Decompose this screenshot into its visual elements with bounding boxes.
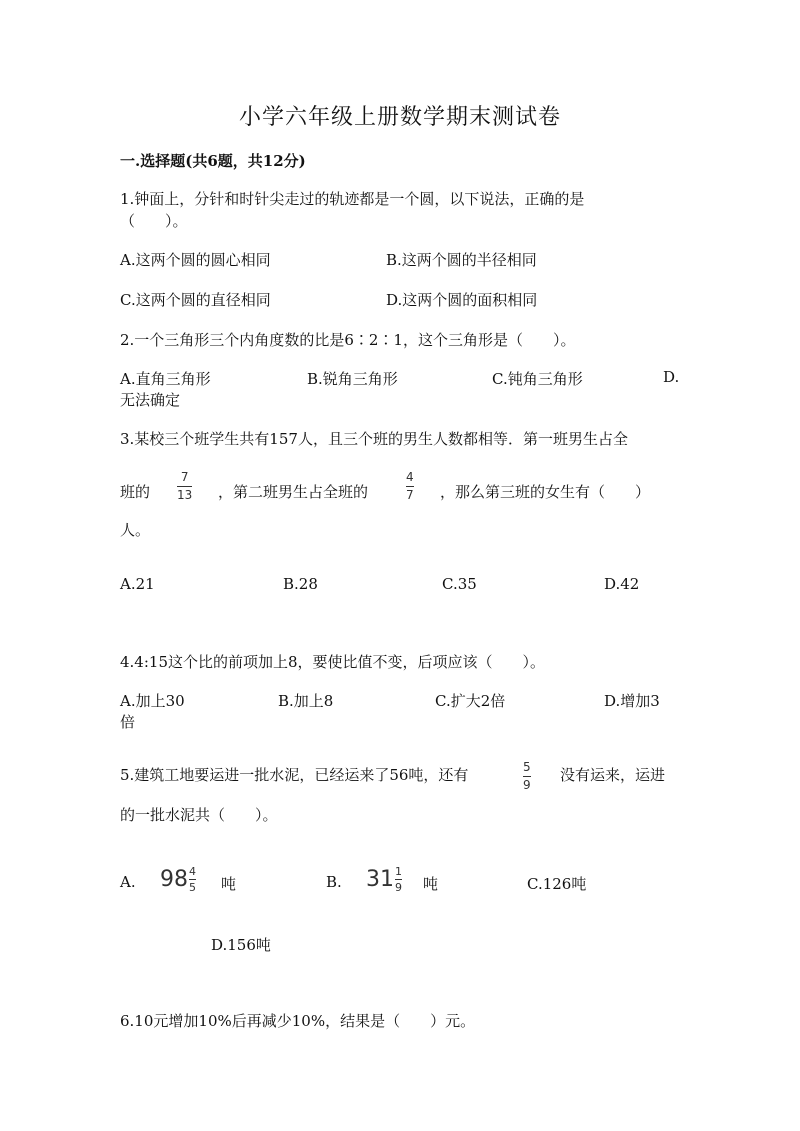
fraction-7-13 (177, 471, 192, 502)
denominator: 9 (523, 778, 531, 792)
option-a: A.21 (120, 575, 155, 593)
option-d: D.42 (604, 575, 640, 593)
fraction-bar (189, 879, 196, 880)
option-c: C.126吨 (527, 875, 587, 893)
question-6-stem: 6.10元增加10%后再减少10%，结果是（ ）元。 (120, 1012, 476, 1030)
option-b: B.锐角三角形 (307, 370, 398, 388)
question-3-text: 人。 (120, 521, 151, 539)
option-d: D.增加3 (604, 692, 660, 710)
denominator: 7 (406, 488, 414, 502)
question-5-stem: 5.建筑工地要运进一批水泥，已经运来了56吨，还有 (120, 766, 469, 784)
option-d: D.这两个圆的面积相同 (386, 291, 538, 309)
question-1-stem: 1.钟面上，分针和时针尖走过的轨迹都是一个圆，以下说法，正确的是 (120, 190, 585, 208)
page-title: 小学六年级上册数学期末测试卷 (238, 105, 561, 130)
numerator: 5 (523, 760, 531, 774)
numerator: 1 (395, 865, 402, 878)
option-a: A.加上30 (120, 692, 185, 710)
fraction-4-7 (406, 471, 414, 502)
question-2-stem: 2.一个三角形三个内角度数的比是6∶2∶1，这个三角形是（ ）。 (120, 331, 576, 349)
question-5-text: 的一批水泥共（ ）。 (120, 806, 278, 824)
option-a-label: A. (120, 873, 136, 891)
fraction-bar (177, 486, 192, 487)
option-d: D.156吨 (211, 936, 271, 954)
option-d-label: D. (663, 368, 680, 386)
option-b: B.28 (283, 575, 318, 593)
denominator: 5 (189, 881, 196, 894)
fraction-bar (406, 486, 414, 487)
fraction-part (395, 866, 402, 893)
question-4-stem: 4.4:15这个比的前项加上8，要使比值不变，后项应该（ ）。 (120, 653, 546, 671)
numerator: 4 (406, 470, 414, 484)
question-3-text: ，第二班男生占全班的 (218, 483, 369, 501)
option-a: A.直角三角形 (120, 370, 211, 388)
fraction-bar (523, 776, 531, 777)
whole-part: 98 (160, 867, 188, 892)
question-1-blank: （ ）。 (120, 212, 188, 230)
option-d-text: 无法确定 (120, 391, 181, 409)
question-5-text: 没有运来，运进 (560, 766, 666, 784)
mixed-number-98-4-5 (160, 866, 196, 893)
option-c: C.35 (442, 575, 477, 593)
option-a-continued: 倍 (120, 713, 136, 731)
question-3-stem: 3.某校三个班学生共有157人，且三个班的男生人数都相等．第一班男生占全 (120, 430, 628, 448)
denominator: 9 (395, 881, 402, 894)
option-b: B.这两个圆的半径相同 (386, 251, 537, 269)
option-c: C.扩大2倍 (435, 692, 506, 710)
option-b: B.加上8 (278, 692, 334, 710)
option-c: C.钝角三角形 (492, 370, 583, 388)
option-a: A.这两个圆的圆心相同 (120, 251, 271, 269)
numerator: 7 (180, 470, 189, 484)
option-c: C.这两个圆的直径相同 (120, 291, 271, 309)
fraction-bar (395, 879, 402, 880)
fraction-5-9 (523, 761, 531, 792)
option-b-unit: 吨 (423, 875, 439, 893)
mixed-number-31-1-9 (366, 866, 402, 893)
fraction-part (189, 866, 196, 893)
denominator: 13 (177, 488, 193, 502)
question-3-text: ，那么第三班的女生有（ ） (440, 483, 651, 501)
option-b-label: B. (326, 873, 342, 891)
section-heading: 一.选择题(共6题，共12分) (120, 152, 306, 170)
option-a-unit: 吨 (221, 875, 237, 893)
question-3-text: 班的 (120, 483, 151, 501)
whole-part: 31 (366, 867, 394, 892)
numerator: 4 (189, 865, 196, 878)
